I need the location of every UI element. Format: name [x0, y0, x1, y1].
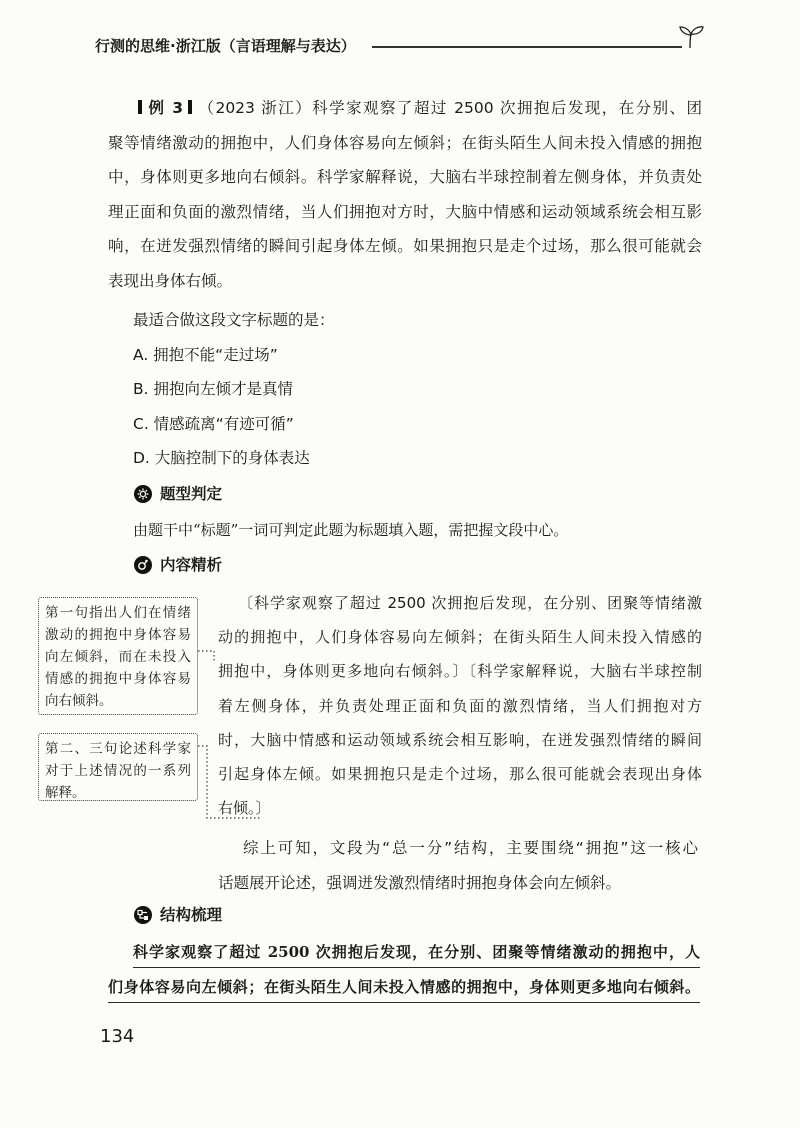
summary-line: 综上可知，文段为“总一分”结构，主要围绕“拥抱”这一核心	[243, 839, 698, 857]
section-heading-text: 题型判定	[160, 485, 223, 503]
analysis-line: 着左侧身体，并负责处理正面和负面的激烈情绪，当人们拥抱对方	[218, 696, 702, 715]
example-marker-bar	[188, 100, 192, 114]
note-line: 情感的拥抱中身体容易	[45, 671, 191, 687]
example-line: 理正面和负面的激烈情绪，当人们拥抱对方时，大脑中情感和运动领域系统会相互影	[108, 202, 702, 221]
note-line: 向左倾斜，而在未投入	[45, 649, 191, 665]
annotation-note-2	[38, 733, 198, 801]
section-heading-content-analysis	[134, 555, 222, 575]
option-a: A. 拥抱不能“走过场”	[133, 345, 278, 364]
analysis-line: 右倾。〕	[218, 799, 271, 818]
analysis-line: 〔科学家观察了超过 2500 次拥抱后发现，在分别、团聚等情绪激	[238, 594, 702, 612]
structure-icon	[134, 906, 152, 924]
structure-line: 们身体容易向左倾斜；在街头陌生人间未投入情感的拥抱中，身体则更多地向右倾斜。	[108, 972, 700, 1003]
page-number: 134	[100, 1026, 135, 1047]
example-paragraph	[108, 91, 702, 299]
section-heading-text: 结构梳理	[160, 906, 223, 924]
section-heading-type-judgment	[134, 484, 222, 504]
section-heading-structure	[134, 905, 222, 925]
section-heading-text: 内容精析	[160, 556, 223, 574]
magnifier-icon	[134, 556, 152, 574]
example-line: 中，身体则更多地向右倾斜。科学家解释说，大脑右半球控制着左侧身体，并负责处	[108, 168, 702, 187]
example-line	[108, 91, 702, 126]
example-source: （2023 浙江）	[197, 99, 313, 117]
gear-icon	[134, 485, 152, 503]
question-block	[133, 303, 693, 476]
header-rule	[372, 46, 682, 48]
annotation-note-1	[38, 597, 198, 715]
structure-line: 科学家观察了超过 2500 次拥抱后发现，在分别、团聚等情绪激动的拥抱中，人	[133, 937, 700, 968]
summary-line: 话题展开论述，强调迸发激烈情绪时拥抱身体会向左倾斜。	[218, 874, 622, 892]
analysis-line: 拥抱中，身体则更多地向右倾斜。〕〔科学家解释说，大脑右半球控制	[218, 662, 702, 681]
question-text: 最适合做这段文字标题的是：	[133, 311, 335, 329]
analysis-line: 时，大脑中情感和运动领域系统会相互影响，在迸发强烈情绪的瞬间	[218, 730, 702, 749]
note-line: 第一句指出人们在情绪	[45, 605, 191, 621]
type-judgment-text: 由题干中“标题”一词可判定此题为标题填入题，需把握文段中心。	[133, 521, 569, 539]
example-line: 聚等情绪激动的拥抱中，人们身体容易向左倾斜；在街头陌生人间未投入情感的拥抱	[108, 133, 702, 152]
note-line: 激动的拥抱中身体容易	[45, 627, 191, 643]
running-header: 行测的思维·浙江版（言语理解与表达）	[95, 37, 356, 55]
example-line-text: 科学家观察了超过 2500 次拥抱后发现，在分别、团	[312, 99, 702, 117]
example-line: 表现出身体右倾。	[108, 271, 233, 290]
analysis-paragraph	[218, 586, 702, 825]
example-line: 响，在迸发强烈情绪的瞬间引起身体左倾。如果拥抱只是走个过场，那么很可能就会	[108, 237, 702, 256]
note-line: 解释。	[45, 785, 86, 801]
option-b: B. 拥抱向左倾才是真情	[133, 380, 293, 399]
analysis-line: 引起身体左倾。如果拥抱只是走个过场，那么很可能就会表现出身体	[218, 764, 702, 783]
option-c: C. 情感疏离“有迹可循”	[133, 414, 294, 433]
option-d: D. 大脑控制下的身体表达	[133, 449, 310, 468]
example-marker-bar	[138, 100, 142, 114]
analysis-line: 动的拥抱中，人们身体容易向左倾斜；在街头陌生人间未投入情感的	[218, 628, 702, 647]
note-line: 对于上述情况的一系列	[45, 763, 191, 779]
note-line: 向右倾斜。	[45, 693, 113, 709]
example-label: 例 3	[147, 99, 184, 117]
sprout-icon	[676, 24, 706, 50]
note-line: 第二、三句论述科学家	[45, 741, 191, 757]
